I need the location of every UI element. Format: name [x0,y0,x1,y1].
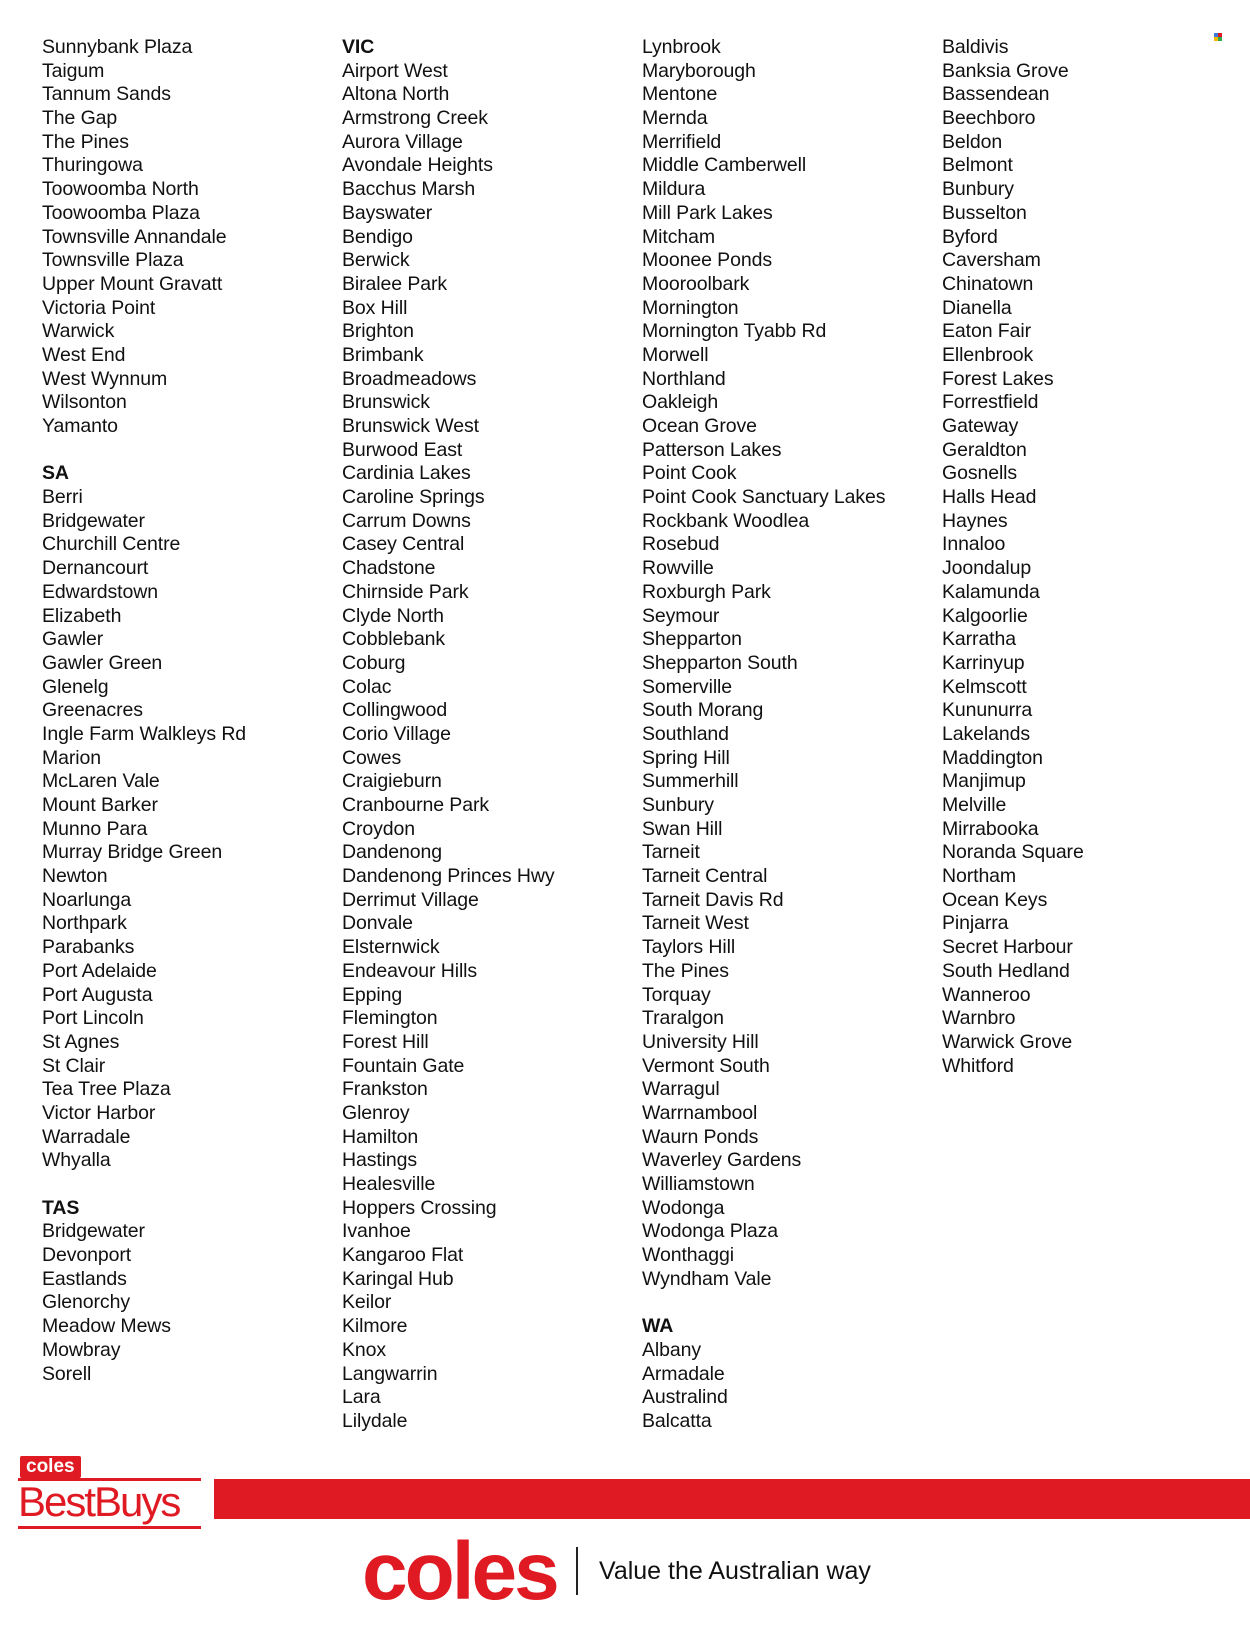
store-name: Warradale [42,1125,131,1148]
store-name: Gateway [942,415,1019,437]
store-name: South Hedland [942,959,1070,982]
store-name: Casey Central [342,533,465,556]
store-name: Karrinyup [942,651,1025,674]
store-name: The Pines [642,959,729,982]
store-name: Vermont South [642,1054,770,1077]
store-name: Bayswater [342,201,433,224]
store-name: Biralee Park [342,272,448,295]
store-name: Murray Bridge Green [42,841,223,864]
store-name: Forest Hill [342,1030,429,1053]
store-name: Toowoomba Plaza [42,201,200,224]
store-name: Morwell [642,343,709,366]
store-name: Bunbury [942,178,1014,201]
store-name: Sunbury [642,794,714,816]
store-name: Ocean Keys [942,888,1048,911]
store-name: Brunswick [342,391,430,414]
store-name: Cobblebank [342,628,446,651]
store-name: Townsville Plaza [42,249,184,272]
store-name: Bridgewater [42,1220,145,1243]
store-column-4 [942,36,1232,1078]
store-name: Elizabeth [42,604,122,627]
store-name: Albany [642,1338,702,1361]
store-name: Mornington [642,296,739,319]
store-name: Brimbank [342,343,424,366]
store-name: Williamstown [642,1173,755,1195]
store-name: Gosnells [942,462,1018,485]
store-name: Port Augusta [42,983,153,1006]
store-name: Caversham [942,249,1041,272]
store-name: Mentone [642,83,718,106]
store-name: Seymour [642,604,720,627]
store-name: Roxburgh Park [642,580,771,603]
store-name: Glenroy [342,1101,410,1124]
store-name: Patterson Lakes [642,438,782,461]
store-name: Dianella [942,296,1012,319]
store-name: Wyndham Vale [642,1267,772,1290]
store-name: Lilydale [342,1409,408,1432]
store-name: Croydon [342,817,416,840]
state-heading: TAS [42,1196,80,1219]
store-name: Altona North [342,83,450,106]
store-name: Rockbank Woodlea [642,509,810,532]
logo-divider [576,1547,578,1595]
store-name: Mill Park Lakes [642,201,773,224]
store-name: The Pines [42,130,129,153]
store-name: Aurora Village [342,130,463,153]
store-name: Upper Mount Gravatt [42,272,223,295]
store-name: Mernda [642,107,708,130]
store-name: Bridgewater [42,509,145,532]
store-name: Flemington [342,1007,438,1030]
store-name: Northam [942,865,1017,888]
store-name: Lynbrook [642,36,721,58]
store-name: Mount Barker [42,794,158,816]
store-name: Shepparton [642,628,742,651]
store-name: Somerville [642,675,733,698]
store-name: Beldon [942,130,1003,153]
state-heading: WA [642,1315,674,1338]
store-name: Berwick [342,249,410,272]
store-name: Epping [342,983,403,1006]
store-name: West End [42,343,126,366]
store-name: Mitcham [642,225,715,248]
store-name: Airport West [342,59,448,82]
store-name: Noranda Square [942,841,1084,864]
spacer [42,1173,332,1197]
store-name: Brunswick West [342,415,479,437]
store-name: Glenorchy [42,1291,130,1314]
store-name: Waverley Gardens [642,1149,802,1172]
store-name: Forest Lakes [942,367,1054,390]
store-name: Oakleigh [642,391,719,414]
store-name: Swan Hill [642,817,723,840]
store-name: Torquay [642,983,711,1006]
store-name: Kununurra [942,699,1033,722]
store-name: Edwardstown [42,580,158,603]
store-name: Haynes [942,509,1008,532]
store-name: St Agnes [42,1030,120,1053]
store-name: Craigieburn [342,770,442,793]
store-name: Halls Head [942,486,1037,509]
store-name: Melville [942,794,1007,816]
store-name: Tannum Sands [42,83,171,106]
store-name: Lara [342,1386,381,1409]
store-name: Carrum Downs [342,509,471,532]
store-name: Cranbourne Park [342,794,489,816]
store-name: Coburg [342,651,406,674]
store-name: Avondale Heights [342,154,493,177]
store-name: Tarneit [642,841,700,864]
store-name: Fountain Gate [342,1054,465,1077]
store-name: Kangaroo Flat [342,1244,464,1267]
store-name: Corio Village [342,722,451,745]
store-name: Chadstone [342,557,436,580]
store-name: Bendigo [342,225,413,248]
store-list [0,36,1250,1432]
store-name: Point Cook Sanctuary Lakes [642,486,886,509]
store-name: Victor Harbor [42,1101,156,1124]
store-name: Beechboro [942,107,1036,130]
store-name: Warwick Grove [942,1030,1073,1053]
store-name: Endeavour Hills [342,959,478,982]
store-name: Moonee Ponds [642,249,772,272]
store-name: Point Cook [642,462,737,485]
store-name: Byford [942,225,998,248]
store-name: University Hill [642,1030,759,1053]
store-name: Donvale [342,912,413,935]
store-name: Tarneit Davis Rd [642,888,784,911]
store-name: Ocean Grove [642,415,757,437]
store-name: Bassendean [942,83,1050,106]
store-name: Chinatown [942,272,1034,295]
store-name: Kilmore [342,1315,408,1338]
store-name: Lakelands [942,722,1031,745]
store-name: Kalamunda [942,580,1040,603]
store-name: Wodonga Plaza [642,1220,779,1243]
store-name: Parabanks [42,936,135,959]
store-name: Warragul [642,1078,720,1101]
store-name: Busselton [942,201,1027,224]
store-name: Belmont [942,154,1013,177]
bestbuys-rule-bottom [18,1526,201,1529]
store-name: Port Lincoln [42,1007,144,1030]
store-name: Munno Para [42,817,148,840]
store-name: Forrestfield [942,391,1039,414]
store-name: Mirrabooka [942,817,1039,840]
store-name: Brighton [342,320,414,343]
store-name: Keilor [342,1291,392,1314]
store-name: Mooroolbark [642,272,750,295]
store-name: Summerhill [642,770,739,793]
store-name: Derrimut Village [342,888,479,911]
store-name: Colac [342,675,392,698]
store-name: Taylors Hill [642,936,736,959]
store-name: Ellenbrook [942,343,1034,366]
store-name: Cardinia Lakes [342,462,471,485]
store-name: Tea Tree Plaza [42,1078,171,1101]
store-name: Kalgoorlie [942,604,1028,627]
store-name: Wonthaggi [642,1244,734,1267]
store-name: Wilsonton [42,391,127,414]
store-name: Pinjarra [942,912,1009,935]
store-name: Banksia Grove [942,59,1069,82]
store-column-2 [342,36,632,1434]
store-name: Devonport [42,1244,132,1267]
store-name: Knox [342,1338,387,1361]
store-name: Mildura [642,178,706,201]
store-name: Dandenong [342,841,442,864]
store-column-3 [642,36,932,1434]
store-name: Waurn Ponds [642,1125,759,1148]
store-name: Mornington Tyabb Rd [642,320,827,343]
store-name: Warnbro [942,1007,1016,1030]
store-name: Secret Harbour [942,936,1073,959]
store-name: Merrifield [642,130,722,153]
store-name: West Wynnum [42,367,168,390]
store-name: Tarneit West [642,912,749,935]
store-name: Elsternwick [342,936,440,959]
store-name: Healesville [342,1173,436,1195]
store-name: Chirnside Park [342,580,469,603]
store-name: Hoppers Crossing [342,1196,497,1219]
store-name: Greenacres [42,699,143,722]
store-name: Hastings [342,1149,418,1172]
store-name: Sunnybank Plaza [42,36,193,58]
store-name: Gawler Green [42,651,163,674]
store-name: Southland [642,722,729,745]
store-name: Northland [642,367,726,390]
store-name: Port Adelaide [42,959,157,982]
bestbuys-wordmark: BestBuys [18,1478,180,1525]
store-column-1 [42,36,332,1386]
store-name: The Gap [42,107,118,130]
store-name: Burwood East [342,438,463,461]
store-name: Gawler [42,628,104,651]
store-name: Maddington [942,746,1043,769]
store-name: Shepparton South [642,651,798,674]
store-name: Townsville Annandale [42,225,227,248]
store-name: Churchill Centre [42,533,181,556]
store-name: Noarlunga [42,888,132,911]
store-name: Manjimup [942,770,1026,793]
store-name: Caroline Springs [342,486,485,509]
store-name: Joondalup [942,557,1032,580]
store-name: Marion [42,746,102,769]
store-name: Northpark [42,912,127,935]
store-name: Broadmeadows [342,367,477,390]
store-name: Newton [42,865,108,888]
store-name: Whitford [942,1054,1014,1077]
store-name: Victoria Point [42,296,156,319]
store-name: Toowoomba North [42,178,199,201]
store-name: Frankston [342,1078,428,1101]
store-name: McLaren Vale [42,770,160,793]
store-name: Clyde North [342,604,444,627]
store-name: Eaton Fair [942,320,1031,343]
store-name: Baldivis [942,36,1009,58]
store-name: Bacchus Marsh [342,178,476,201]
store-name: Geraldton [942,438,1027,461]
tagline: Value the Australian way [599,1557,871,1585]
coles-logo: coles [362,1526,557,1617]
store-name: Australind [642,1386,728,1409]
store-name: Spring Hill [642,746,730,769]
store-name: Balcatta [642,1409,712,1432]
store-name: Karingal Hub [342,1267,454,1290]
store-name: South Morang [642,699,764,722]
store-name: Middle Camberwell [642,154,807,177]
store-name: Dernancourt [42,557,149,580]
store-name: Wodonga [642,1196,725,1219]
store-name: Ivanhoe [342,1220,411,1243]
store-name: Maryborough [642,59,756,82]
store-name: Eastlands [42,1267,127,1290]
store-name: Mowbray [42,1338,121,1361]
store-name: Yamanto [42,415,118,437]
store-name: St Clair [42,1054,106,1077]
store-name: Berri [42,486,83,509]
store-name: Armadale [642,1362,725,1385]
store-name: Armstrong Creek [342,107,488,130]
bestbuys-coles-tag: coles [20,1456,81,1478]
store-name: Warrnambool [642,1101,758,1124]
store-name: Meadow Mews [42,1315,171,1338]
store-name: Dandenong Princes Hwy [342,865,555,888]
store-name: Box Hill [342,296,408,319]
store-name: Rosebud [642,533,720,556]
store-name: Taigum [42,59,105,82]
store-name: Warwick [42,320,115,343]
state-heading: SA [42,462,69,485]
store-name: Ingle Farm Walkleys Rd [42,722,247,745]
store-name: Traralgon [642,1007,724,1030]
spacer [42,439,332,463]
footer [0,1440,1250,1637]
store-name: Rowville [642,557,714,580]
store-name: Glenelg [42,675,109,698]
store-name: Sorell [42,1362,92,1385]
store-name: Innaloo [942,533,1006,556]
bestbuys-logo [18,1456,201,1528]
store-name: Tarneit Central [642,865,768,888]
store-name: Karratha [942,628,1016,651]
store-name: Kelmscott [942,675,1027,698]
store-name: Wanneroo [942,983,1031,1006]
store-name: Whyalla [42,1149,111,1172]
state-heading: VIC [342,36,375,58]
store-name: Thuringowa [42,154,143,177]
brand-red-bar [214,1479,1250,1519]
store-name: Langwarrin [342,1362,438,1385]
store-name: Hamilton [342,1125,419,1148]
store-name: Cowes [342,746,402,769]
spacer [642,1291,932,1315]
store-name: Collingwood [342,699,448,722]
